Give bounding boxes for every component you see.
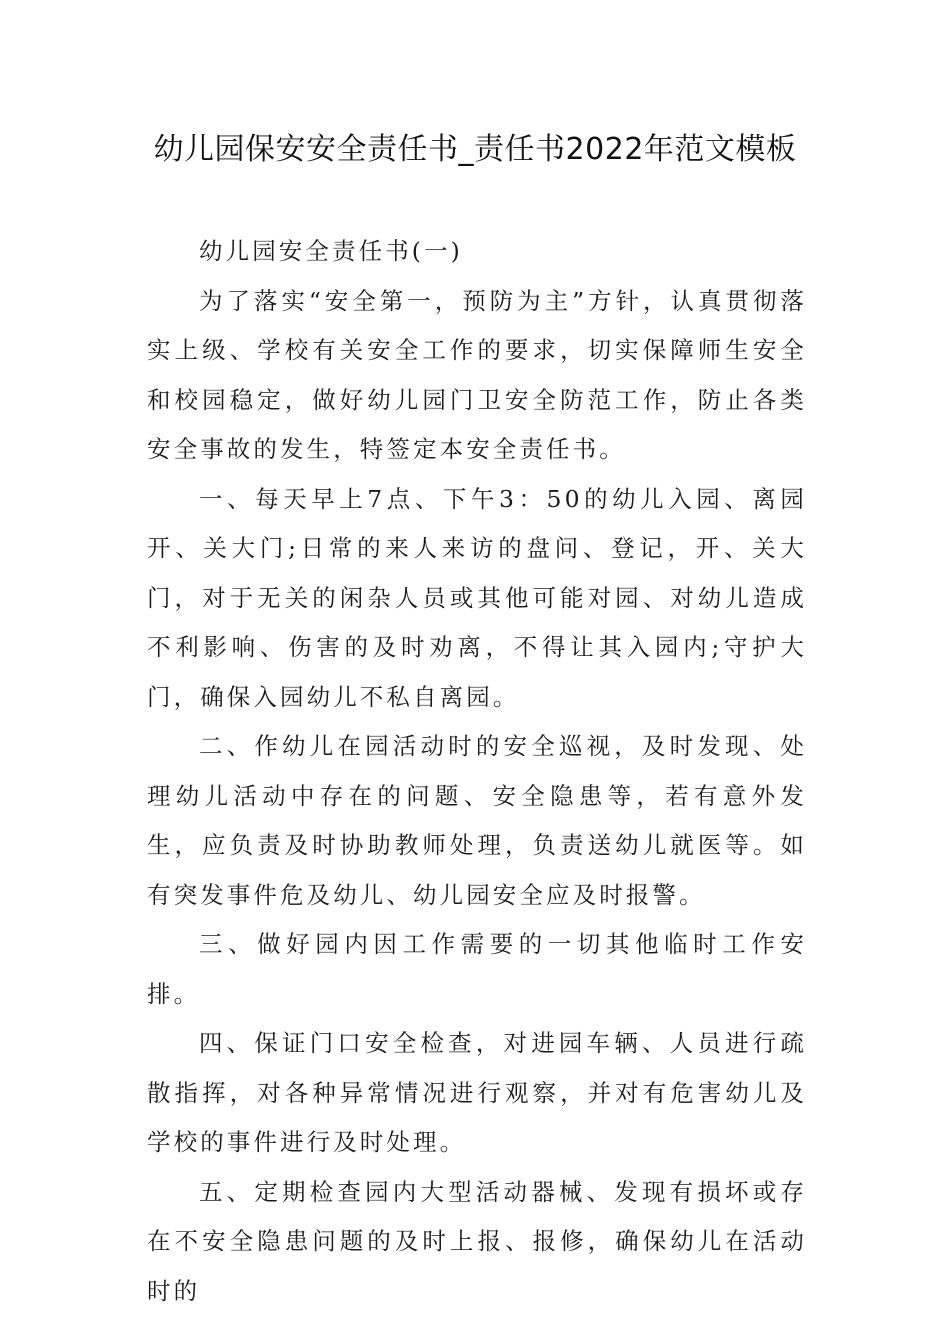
paragraph-clause-2: 二、作幼儿在园活动时的安全巡视，及时发现、处理幼儿活动中存在的问题、安全隐患等，若有意外发生，应负责及时协助教师处理，负责送幼儿就医等。如有突发事件危及幼儿、幼儿园安全应及时报警。 (147, 732, 807, 909)
paragraph-clause-4: 四、保证门口安全检查，对进园车辆、人员进行疏散指挥，对各种异常情况进行观察，并对有危害幼儿及学校的事件进行及时处理。 (147, 1029, 807, 1156)
document-body (147, 227, 807, 1316)
paragraph-clause-1: 一、每天早上7点、下午3：50的幼儿入园、离园开、关大门;日常的来人来访的盘问、登记，开、关大门，对于无关的闲杂人员或其他可能对园、对幼儿造成不利影响、伤害的及时劝离，不得让其入园内;守护大门，确保入园幼儿不私自离园。 (147, 484, 807, 711)
paragraph-clause-3: 三、做好园内因工作需要的一切其他临时工作安排。 (147, 930, 807, 1008)
paragraph-intro: 为了落实“安全第一，预防为主”方针，认真贯彻落实上级、学校有关安全工作的要求，切实保障师生安全和校园稳定，做好幼儿园门卫安全防范工作，防止各类安全事故的发生，特签定本安全责任书。 (147, 286, 807, 463)
paragraph-clause-5: 五、定期检查园内大型活动器械、发现有损坏或存在不安全隐患问题的及时上报、报修，确保幼儿在活动时的 (147, 1177, 807, 1305)
paragraph-heading: 幼儿园安全责任书(一) (199, 237, 463, 265)
document-title: 幼儿园保安安全责任书_责任书2022年范文模板 (153, 132, 797, 167)
